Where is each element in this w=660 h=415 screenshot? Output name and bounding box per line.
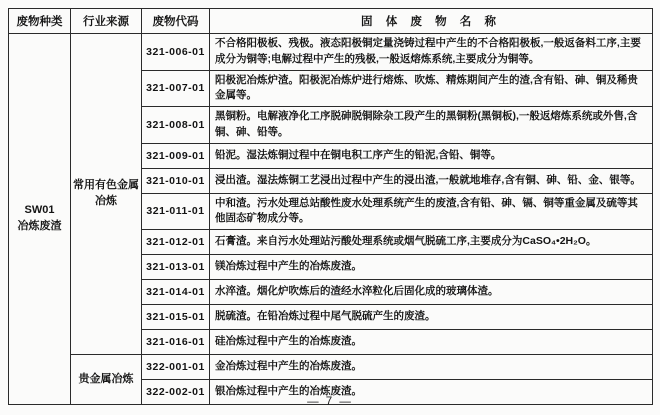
industry-source-cell-nonferrous: [71, 34, 142, 355]
waste-name-cell: 银冶炼过程中产生的冶炼废渣。: [210, 380, 653, 405]
waste-code-cell: 322-002-01: [142, 380, 210, 405]
waste-code-cell: 321-012-01: [142, 230, 210, 255]
col-header-waste-code: 废物代码: [142, 9, 210, 34]
waste-name-cell: 不合格阳极板、残极。液态阳极铜定量浇铸过程中产生的不合格阳极板,一般返备料工序,主要成分为铜等;电解过程中产生的残极,一般返熔炼系统,主要成分为铜等。: [210, 34, 653, 71]
waste-category-cell: [9, 34, 71, 405]
waste-code-cell: 321-016-01: [142, 330, 210, 355]
industry-source-cell-precious: 贵金属冶炼: [71, 355, 142, 405]
waste-code-cell: 321-007-01: [142, 70, 210, 107]
waste-name-cell: 中和渣。污水处理总站酸性废水处理系统产生的废渣,含有铅、砷、镉、铜等重金属及硫等其他固态矿物成分等。: [210, 193, 653, 230]
waste-code-cell: 321-008-01: [142, 107, 210, 144]
waste-classification-table: [8, 8, 653, 405]
col-header-waste-name: 固 体 废 物 名 称: [210, 9, 653, 34]
col-header-industry-source: 行业来源: [71, 9, 142, 34]
waste-code-cell: 321-006-01: [142, 34, 210, 71]
waste-name-cell: 石膏渣。来自污水处理站污酸处理系统或烟气脱硫工序,主要成分为CaSO₄•2H₂O。: [210, 230, 653, 255]
page-number: — 7 —: [307, 396, 353, 408]
industry-source-line1: 常用有色金属: [73, 179, 139, 192]
table-row: [9, 355, 653, 380]
waste-name-cell: 脱硫渣。在铅冶炼过程中尾气脱硫产生的废渣。: [210, 305, 653, 330]
waste-name-cell: 镁冶炼过程中产生的冶炼废渣。: [210, 255, 653, 280]
waste-category-label: 冶炼废渣: [17, 220, 62, 232]
waste-name-cell: 硅冶炼过程中产生的冶炼废渣。: [210, 330, 653, 355]
waste-name-cell: 水淬渣。烟化炉吹炼后的渣经水淬粒化后固化成的玻璃体渣。: [210, 280, 653, 305]
waste-name-cell: 黑铜粉。电解液净化工序脱砷脱铜除杂工段产生的黑铜粉(黑铜板),一般返熔炼系统或外售,含铜、砷、铅等。: [210, 107, 653, 144]
waste-name-cell: 铅泥。湿法炼铜过程中在铜电积工序产生的铅泥,含铅、铜等。: [210, 143, 653, 168]
col-header-waste-category: 废物种类: [9, 9, 71, 34]
waste-name-cell: 浸出渣。湿法炼铜工艺浸出过程中产生的浸出渣,一般就地堆存,含有铜、砷、铅、金、银等。: [210, 168, 653, 193]
waste-code-cell: 321-009-01: [142, 143, 210, 168]
waste-category-code: SW01: [24, 204, 55, 217]
waste-name-cell: 阳极泥冶炼炉渣。阳极泥冶炼炉进行熔炼、吹炼、精炼期间产生的渣,含有铅、砷、铜及稀贵金属等。: [210, 70, 653, 107]
waste-code-cell: 321-010-01: [142, 168, 210, 193]
waste-code-cell: 321-014-01: [142, 280, 210, 305]
waste-code-cell: 321-015-01: [142, 305, 210, 330]
waste-code-cell: 321-011-01: [142, 193, 210, 230]
waste-code-cell: 322-001-01: [142, 355, 210, 380]
waste-name-cell: 金冶炼过程中产生的冶炼废渣。: [210, 355, 653, 380]
table-row: [9, 34, 653, 71]
table-header-row: [9, 9, 653, 34]
waste-code-cell: 321-013-01: [142, 255, 210, 280]
industry-source-line2: 冶炼: [95, 195, 117, 207]
